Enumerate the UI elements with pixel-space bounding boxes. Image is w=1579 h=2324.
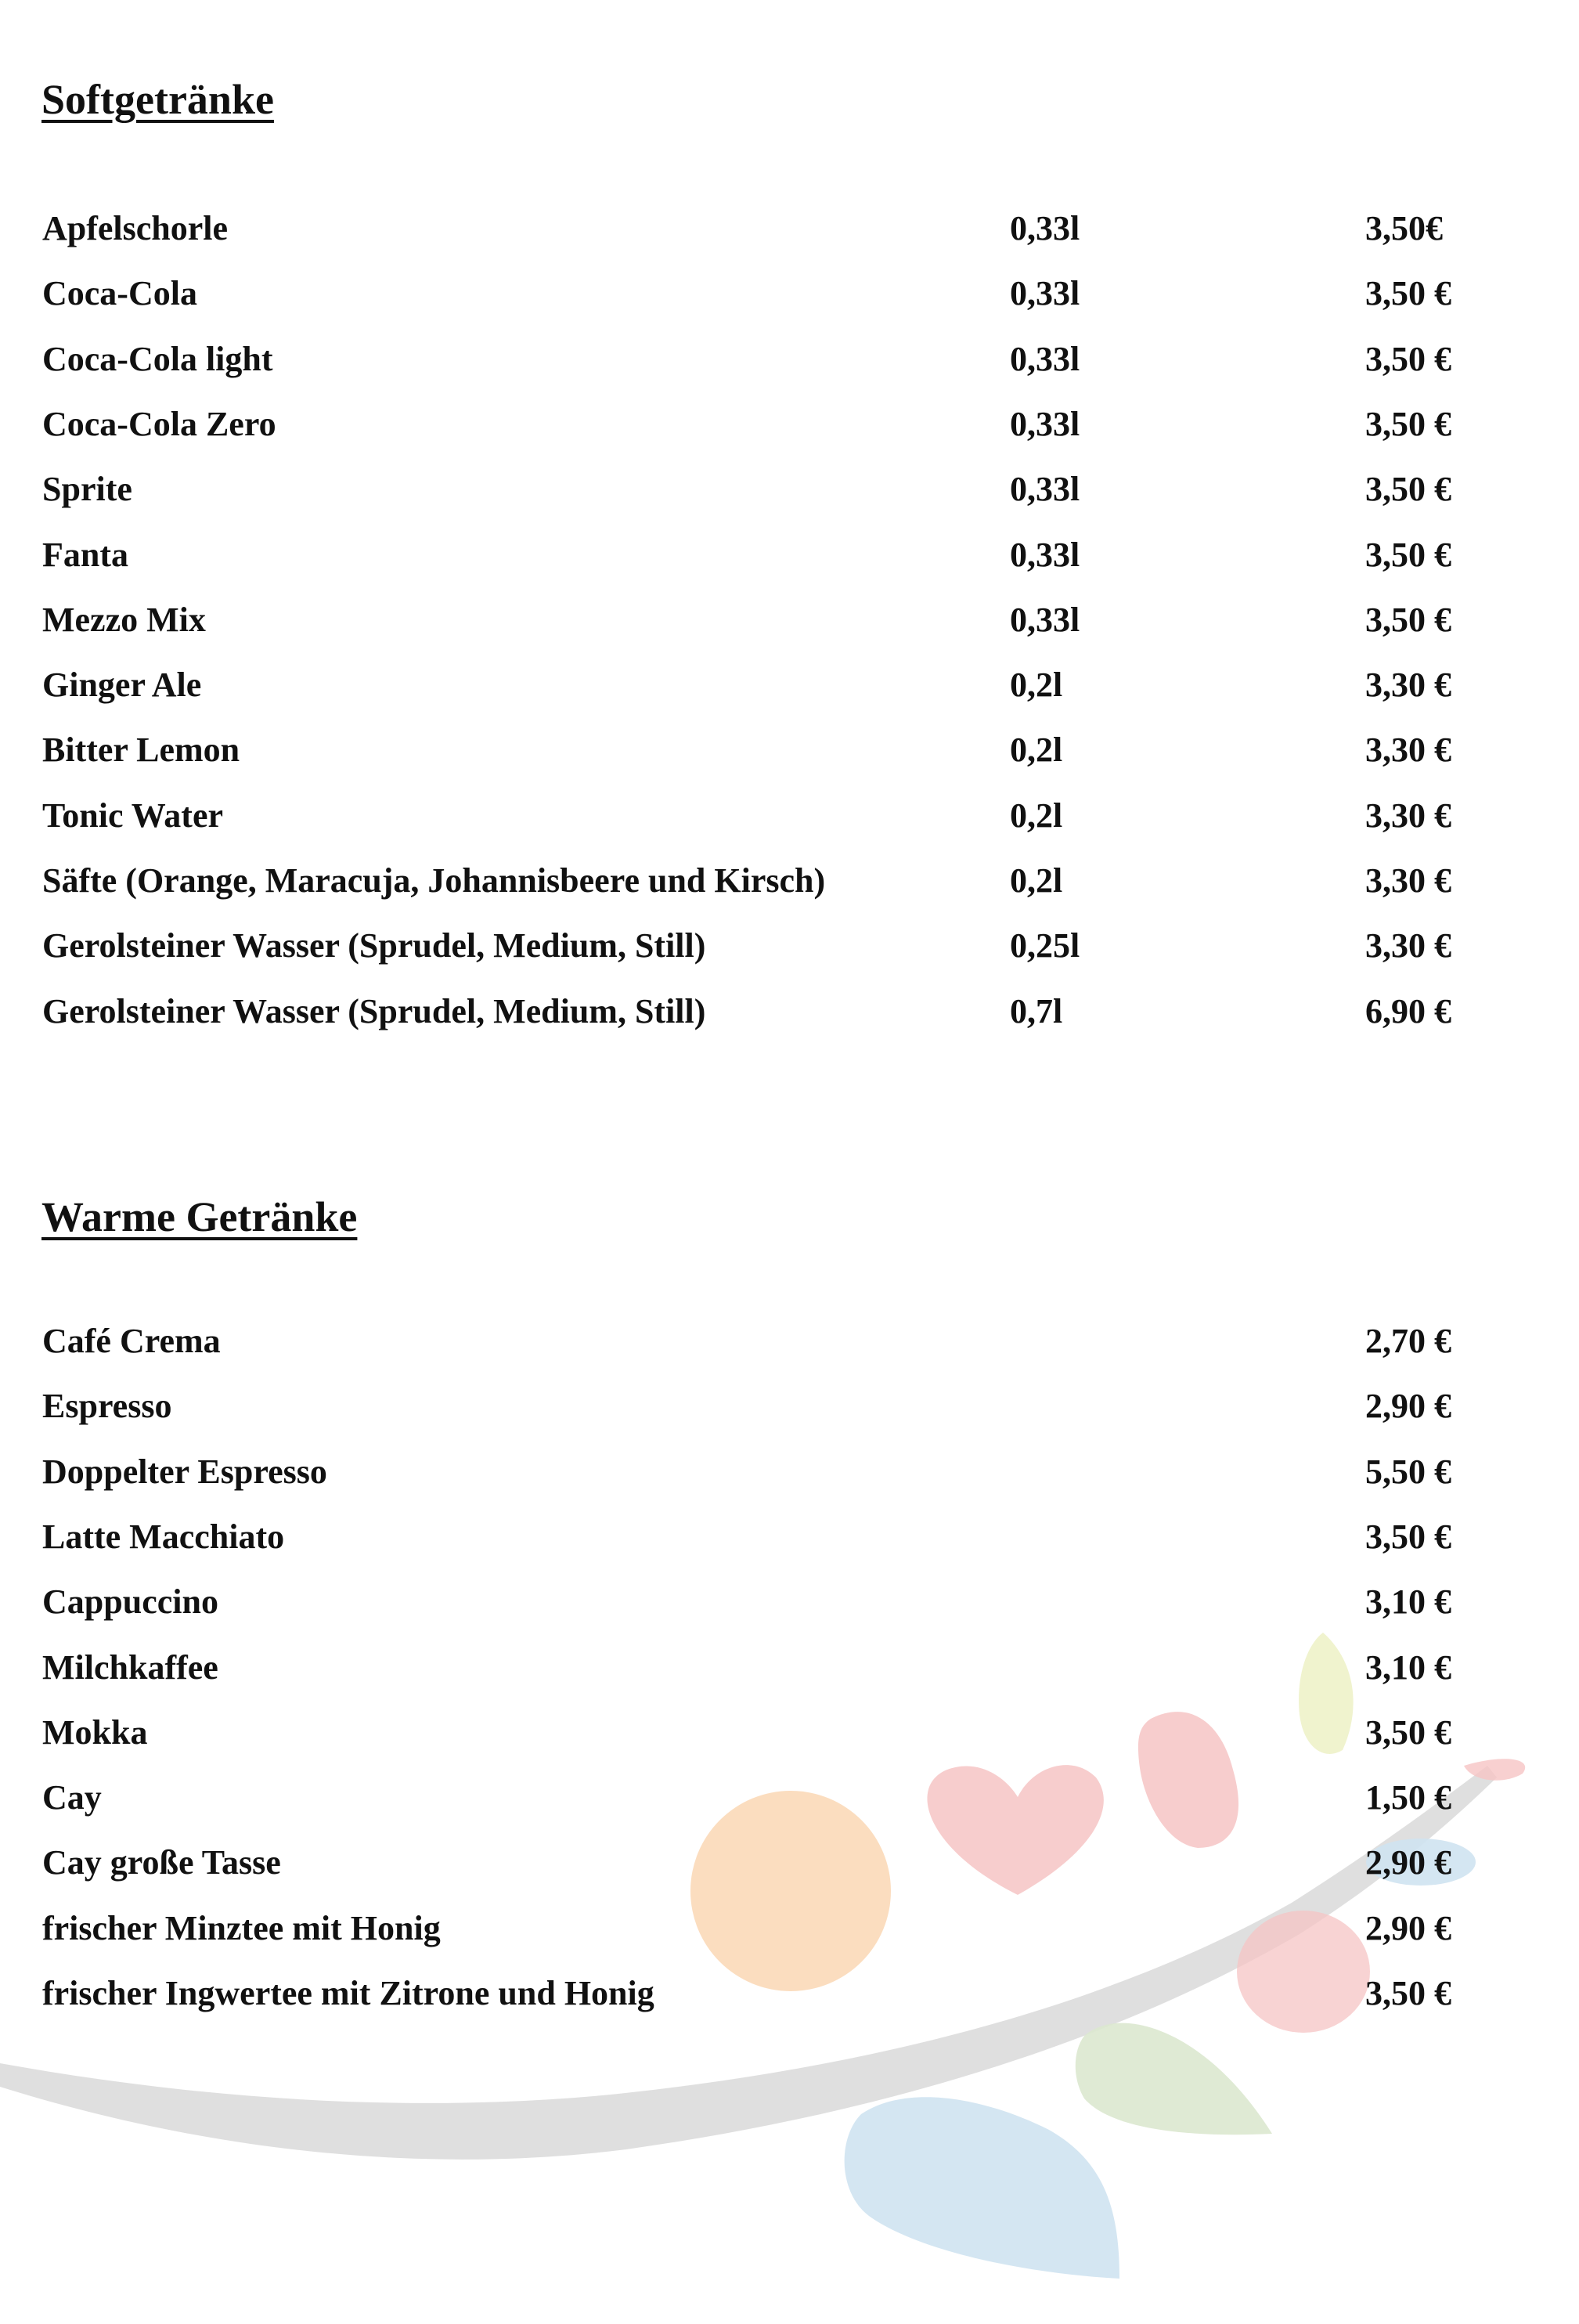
item-name: Coca-Cola Zero xyxy=(42,404,276,443)
item-name: Bitter Lemon xyxy=(42,731,240,770)
menu-row xyxy=(0,792,1579,839)
item-price: 2,90 € xyxy=(1365,1843,1451,1882)
item-price: 3,50 € xyxy=(1365,1712,1451,1752)
item-price: 3,30 € xyxy=(1365,926,1451,965)
item-volume: 0,25l xyxy=(1010,926,1080,965)
item-price: 3,50 € xyxy=(1365,274,1451,313)
item-price: 5,50 € xyxy=(1365,1452,1451,1491)
item-price: 3,30 € xyxy=(1365,861,1451,900)
item-name: Coca-Cola xyxy=(42,274,197,313)
item-name: Fanta xyxy=(42,535,128,574)
item-volume: 0,33l xyxy=(1010,470,1080,509)
menu-row xyxy=(0,727,1579,774)
item-name: Mezzo Mix xyxy=(42,600,206,639)
item-price: 3,10 € xyxy=(1365,1647,1451,1687)
item-volume: 0,2l xyxy=(1010,731,1063,770)
menu-row xyxy=(0,205,1579,252)
menu-row xyxy=(0,597,1579,644)
menu-row xyxy=(0,1383,1579,1430)
item-name: Latte Macchiato xyxy=(42,1517,285,1556)
item-price: 3,50€ xyxy=(1365,209,1443,247)
item-price: 2,70 € xyxy=(1365,1322,1451,1360)
item-name: Mokka xyxy=(42,1712,148,1752)
item-name: Ginger Ale xyxy=(42,666,202,705)
item-volume: 0,33l xyxy=(1010,404,1080,443)
item-price: 3,50 € xyxy=(1365,600,1451,639)
menu-row xyxy=(0,270,1579,317)
item-name: Tonic Water xyxy=(42,796,224,835)
section-title-softdrinks: Softgetränke xyxy=(41,76,274,123)
menu-row xyxy=(0,1644,1579,1691)
item-price: 1,50 € xyxy=(1365,1778,1451,1817)
item-name: Milchkaffee xyxy=(42,1647,218,1687)
item-price: 2,90 € xyxy=(1365,1908,1451,1947)
item-price: 3,10 € xyxy=(1365,1582,1451,1622)
item-volume: 0,33l xyxy=(1010,209,1080,247)
item-name: Espresso xyxy=(42,1387,172,1426)
item-volume: 0,33l xyxy=(1010,339,1080,378)
menu-row xyxy=(0,1774,1579,1821)
item-name: Cay xyxy=(42,1778,102,1817)
item-price: 3,50 € xyxy=(1365,339,1451,378)
item-volume: 0,2l xyxy=(1010,796,1063,835)
menu-row xyxy=(0,1709,1579,1756)
item-name: Cappuccino xyxy=(42,1582,218,1622)
item-name: Gerolsteiner Wasser (Sprudel, Medium, Still) xyxy=(42,926,706,965)
item-price: 3,30 € xyxy=(1365,666,1451,705)
menu-row xyxy=(0,466,1579,513)
menu-row xyxy=(0,1579,1579,1626)
menu-row xyxy=(0,336,1579,383)
item-name: Apfelschorle xyxy=(42,209,229,247)
item-price: 2,90 € xyxy=(1365,1387,1451,1426)
item-volume: 0,2l xyxy=(1010,666,1063,705)
item-name: Sprite xyxy=(42,470,132,509)
item-name: frischer Minztee mit Honig xyxy=(42,1908,441,1947)
menu-row xyxy=(0,922,1579,969)
menu-row xyxy=(0,1449,1579,1496)
menu-row xyxy=(0,1318,1579,1365)
item-volume: 0,33l xyxy=(1010,600,1080,639)
menu-row xyxy=(0,662,1579,709)
menu-row xyxy=(0,857,1579,904)
menu-row xyxy=(0,1905,1579,1952)
menu-row xyxy=(0,532,1579,579)
menu-row xyxy=(0,988,1579,1035)
item-volume: 0,33l xyxy=(1010,274,1080,313)
item-volume: 0,2l xyxy=(1010,861,1063,900)
item-volume: 0,7l xyxy=(1010,991,1063,1030)
item-price: 3,50 € xyxy=(1365,1517,1451,1556)
item-price: 3,50 € xyxy=(1365,1974,1451,2012)
item-name: Doppelter Espresso xyxy=(42,1452,327,1491)
menu-row xyxy=(0,1514,1579,1561)
item-price: 3,30 € xyxy=(1365,731,1451,770)
menu-row xyxy=(0,401,1579,448)
item-price: 3,30 € xyxy=(1365,796,1451,835)
item-volume: 0,33l xyxy=(1010,535,1080,574)
menu-row xyxy=(0,1839,1579,1886)
item-name: Säfte (Orange, Maracuja, Johannisbeere und Kirsch) xyxy=(42,861,826,900)
item-name: Café Crema xyxy=(42,1322,221,1360)
item-price: 3,50 € xyxy=(1365,404,1451,443)
section-title-warm-drinks: Warme Getränke xyxy=(41,1193,358,1240)
item-price: 3,50 € xyxy=(1365,470,1451,509)
item-price: 3,50 € xyxy=(1365,535,1451,574)
item-price: 6,90 € xyxy=(1365,991,1451,1030)
item-name: Gerolsteiner Wasser (Sprudel, Medium, Still) xyxy=(42,991,706,1030)
menu-row xyxy=(0,1970,1579,2017)
item-name: frischer Ingwertee mit Zitrone und Honig xyxy=(42,1974,654,2012)
item-name: Coca-Cola light xyxy=(42,339,273,378)
item-name: Cay große Tasse xyxy=(42,1843,281,1882)
